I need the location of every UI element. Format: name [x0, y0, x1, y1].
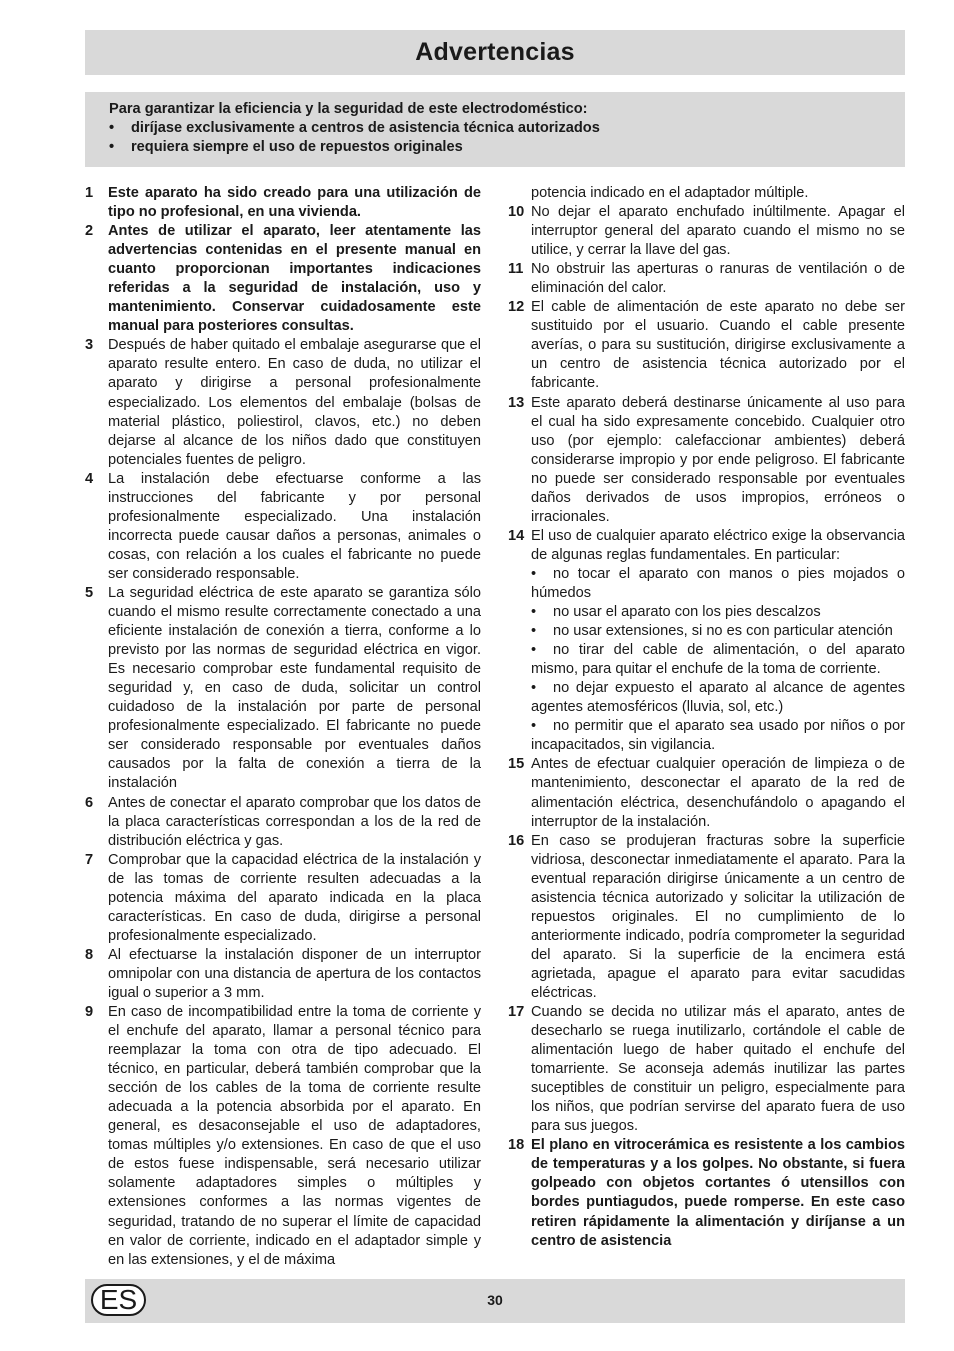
item-text: El cable de alimentación de este aparato no debe ser sustituido por el usuario. Cuando el cable presente averías, o para su sustitución, dirigirse exclusivamente a un centro de asistencia técnica autorizado por el fabricante. [531, 299, 905, 392]
item-text: Este aparato ha sido creado para una utilización de tipo no profesional, en una vivienda. [108, 185, 481, 221]
item-number: 9 [85, 1004, 94, 1021]
item-text: El uso de cualquier aparato eléctrico exige la observancia de algunas reglas fundamentales. En particular: [531, 527, 905, 563]
rule-bullet-text: no permitir que el aparato sea usado por niños o por incapacitados, sin vigilancia. [531, 718, 905, 754]
item-text: Al efectuarse la instalación disponer de un interruptor omnipolar con una distancia de apertura de los contactos igual o superior a 3 mm. [108, 946, 481, 1001]
item-text: El plano en vitrocerámica es resistente a los cambios de temperaturas y a los golpes. No obstante, si fuera golpeado con objetos cortantes ó utensillos con bordes puntiagudos, puede romperse. En este caso retiren rápidamente la alimentación y diríjanse a un centro de asistencia [531, 1137, 905, 1249]
item-text: Este aparato deberá destinarse únicamente al uso para el cual ha sido expresamente concebido. Cualquier otro uso (por ejemplo: calefaccionar ambientes) deberá considerarse impropio y por ende peligroso. El fabricante no puede ser considerado responsable por eventuales daños derivados de usos impropios, erróneos o irracionales. [531, 394, 905, 525]
warning-box [85, 92, 905, 167]
rule-bullet-text: no usar extensiones, si no es con particular atención [553, 623, 893, 640]
bullet-icon: • [109, 120, 115, 136]
bullet-icon: • [531, 680, 537, 697]
rule-bullet-text: no tirar del cable de alimentación, o del aparato mismo, para quitar el enchufe de la toma de corriente. [531, 642, 905, 678]
warning-intro: Para garantizar la eficiencia y la seguridad de este electrodoméstico: [109, 101, 588, 117]
warning-bullet-item [109, 119, 881, 138]
item-text: Comprobar que la capacidad eléctrica de la instalación y de las tomas de corriente resulten adecuadas a la potencia máxima del aparato indicada en la placa características. En caso de duda, dirigirse a personal profesionalmente especializado. [108, 851, 481, 944]
rule-bullet [508, 603, 905, 622]
warning-item-14 [508, 527, 905, 565]
warning-item-17 [508, 1003, 905, 1136]
bullet-icon: • [531, 642, 537, 659]
warning-item-8 [85, 946, 481, 1003]
item-text: Cuando se decida no utilizar más el aparato, antes de desecharlo se ruega inutilizarlo, cortándole el cable de alimentación luego de haber quitado el enchufe del tomarriente. Se aconseja además inutilizar las partes suceptibles de constituir un peligro, especialmente para los niños, que podrían servirse del aparato fuera de uso para sus juegos. [531, 1004, 905, 1135]
item-number: 14 [508, 527, 525, 544]
warning-bullet-text: diríjase exclusivamente a centros de asistencia técnica autorizados [131, 120, 600, 136]
item-text: La seguridad eléctrica de este aparato se garantiza sólo cuando el mismo resulte correctamente conectado a una eficiente instalación de conexión a tierra, conforme a lo previsto por las normas de seguridad eléctrica en vigor. Es necesario comprobar este fundamental requisito de seguridad y, en caso de duda, solicitar un control cuidadoso de la instalación por parte de personal profesionalmente especializado. El fabricante no puede ser considerado responsable por eventuales daños causados por la falta de conexión a tierra de la instalación [108, 584, 481, 792]
warning-item-13 [508, 394, 905, 527]
warning-item-10 [508, 203, 905, 260]
item-text: No dejar el aparato enchufado inúltilmente. Apagar el interruptor general del aparato cuando el mismo no se utilice, y cerrar la llave del gas. [531, 204, 905, 259]
language-badge: ES [91, 1284, 146, 1316]
item-text: Antes de conectar el aparato comprobar que los datos de la placa características correspondan a los de la red de distribución eléctrica y gas. [108, 794, 481, 849]
item-number: 12 [508, 299, 525, 316]
item-number: 11 [508, 261, 524, 278]
warning-bullet-text: requiera siempre el uso de repuestos originales [131, 139, 463, 155]
item-number: 7 [85, 851, 94, 868]
left-column [85, 184, 481, 1270]
rule-bullet [508, 565, 905, 603]
warning-bullet-item [109, 138, 881, 157]
warning-item-6 [85, 794, 481, 851]
item-text: Antes de utilizar el aparato, leer atentamente las advertencias contenidas en el presente manual en cuanto proporcionan importantes indicaciones referidas a la seguridad de instalación, uso y mantenimiento. Conservar cuidadosamente este manual para posteriores consultas. [108, 223, 481, 335]
page-title: Advertencias [415, 38, 575, 66]
item-9-continuation: potencia indicado en el adaptador múltiple. [531, 185, 809, 201]
warning-item-5 [85, 584, 481, 794]
right-column [508, 184, 905, 1251]
warning-item-3 [85, 336, 481, 469]
rule-bullet-text: no tocar el aparato con manos o pies mojados o húmedos [531, 565, 905, 601]
item-number: 15 [508, 756, 525, 773]
warning-item-15 [508, 755, 905, 831]
item-number: 6 [85, 794, 94, 811]
rule-bullet-text: no usar el aparato con los pies descalzos [553, 604, 821, 621]
item-number: 10 [508, 204, 525, 221]
item-number: 8 [85, 946, 94, 963]
item-text: La instalación debe efectuarse conforme a las instrucciones del fabricante y por personal profesionalmente especializado. Una instalación incorrecta puede causar daños a personas, animales o cosas, con relación a los cuales el fabricante no puede ser considerado responsable. [108, 470, 481, 582]
rule-bullet [508, 622, 905, 641]
warning-item-11 [508, 260, 905, 298]
item-text: No obstruir las aperturas o ranuras de ventilación o de eliminación del calor. [531, 261, 905, 297]
warning-item-9 [85, 1003, 481, 1270]
warning-item-12 [508, 298, 905, 393]
warning-item-4 [85, 470, 481, 584]
item-number: 16 [508, 832, 525, 849]
rule-bullet [508, 679, 905, 717]
warning-item-1 [85, 184, 481, 222]
page-number: 30 [487, 1292, 503, 1308]
bullet-icon: • [109, 139, 115, 155]
item-number: 3 [85, 337, 94, 354]
bullet-icon: • [531, 604, 537, 621]
warning-item-16 [508, 832, 905, 1003]
rule-bullet [508, 641, 905, 679]
warning-item-2 [85, 222, 481, 336]
item-number: 13 [508, 394, 525, 411]
item-text: Antes de efectuar cualquier operación de limpieza o de mantenimiento, desconectar el aparato de la red de alimentación eléctrica, desenchufándolo o apagando el interruptor de la instalación. [531, 756, 905, 830]
item-number: 17 [508, 1004, 525, 1021]
footer-bar [85, 1279, 905, 1323]
bullet-icon: • [531, 565, 537, 582]
item-number: 2 [85, 223, 94, 240]
item-text: En caso se produjeran fracturas sobre la superficie vidriosa, desconectar inmediatamente el aparato. Para la eventual reparación dirigirse únicamente a un centro de asistencia técnica autorizado y solicitar la utilización de repuestos originales. El no cumplimiento de lo anteriormente indicado, podría comprometer la seguridad del aparato. Si la superficie de la encimera está agrietada, apague el aparato para evitar sacudidas eléctricas. [531, 832, 905, 1001]
rule-bullet [508, 717, 905, 755]
item-number: 18 [508, 1137, 525, 1154]
bullet-icon: • [531, 623, 537, 640]
warning-item-7 [85, 851, 481, 946]
bullet-icon: • [531, 718, 537, 735]
item-text: En caso de incompatibilidad entre la toma de corriente y el enchufe del aparato, llamar a personal técnico para reemplazar la toma con otra de tipo adecuado. El técnico, en particular, deberá también comprobar que la sección de los cables de la toma de corriente resulte adecuada a la potencia absorbida por el aparato. En general, es desaconsejable el uso de adaptadores, tomas múltiples y/o extensiones. En caso de que el uso de estos fuese indispensable, será necesario utilizar solamente adaptadores simples o múltiples y extensiones conformes a las normas vigentes de seguridad, tratando de no superar el límite de capacidad en valor de corriente, indicado en el adaptador simple y en las extensiones, y el de máxima [108, 1004, 481, 1268]
item-text: Después de haber quitado el embalaje asegurarse que el aparato resulte entero. En caso de duda, no utilizar el aparato y dirigirse a personal profesionalmente especializado. Los elementos del embalaje (bolsas de material plástico, poliestirol, clavos, etc.) no deben dejarse al alcance de los niños dado que constituyen potenciales fuentes de peligro. [108, 337, 481, 468]
item-number: 4 [85, 470, 94, 487]
rule-bullet-text: no dejar expuesto el aparato al alcance de agentes agentes atemosféricos (lluvia, sol, etc.) [531, 680, 905, 716]
item-number: 5 [85, 584, 94, 601]
title-bar [85, 30, 905, 75]
item-number: 1 [85, 185, 94, 201]
warning-item-18 [508, 1136, 905, 1250]
